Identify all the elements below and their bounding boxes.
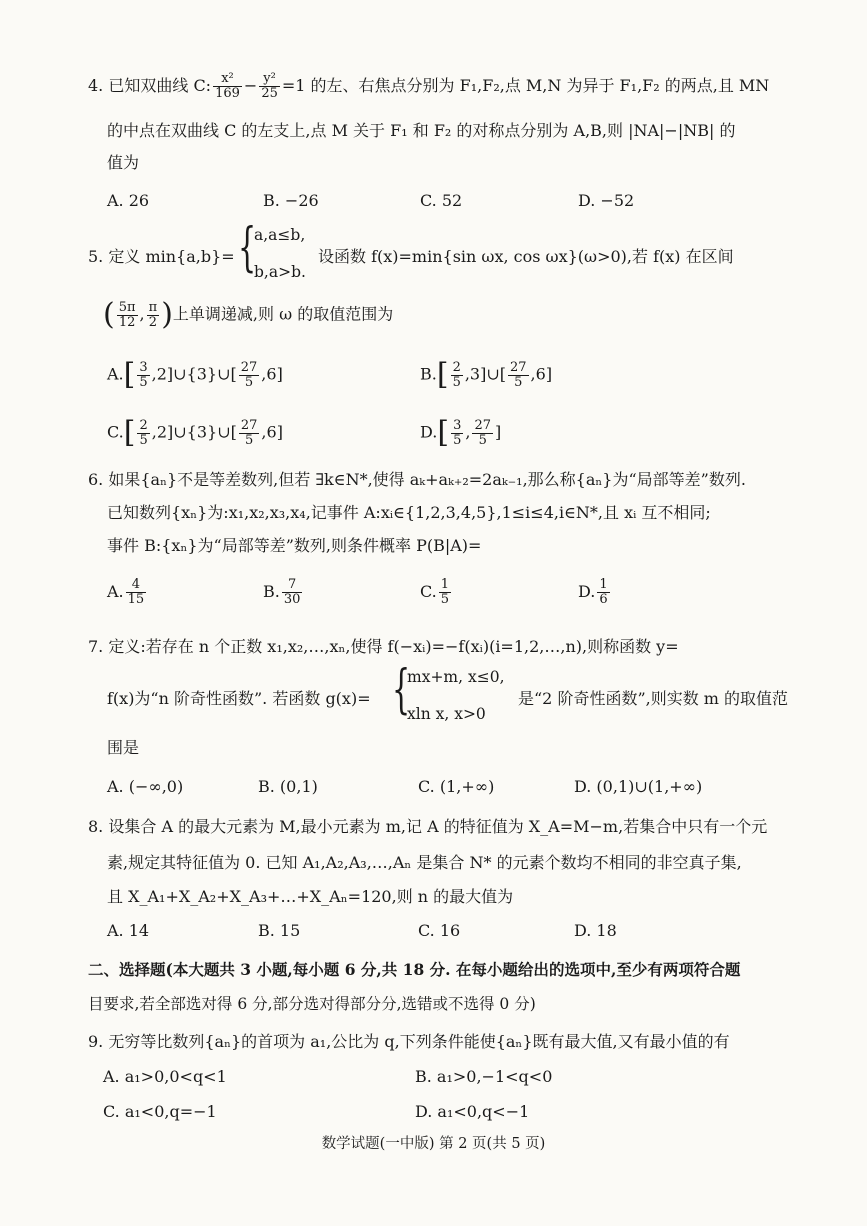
q4-line-2: 的中点在双曲线 C 的左支上,点 M 关于 F₁ 和 F₂ 的对称点分别为 A,B,则 |NA|−|NB| 的 <box>107 121 736 140</box>
q7-option-a: A. (−∞,0) <box>107 777 184 796</box>
q4-option-a: A. 26 <box>107 191 150 210</box>
q9-option-a: A. a₁>0,0<q<1 <box>103 1067 227 1086</box>
q5-interval-right: $\frac{\pi}{2}$ <box>148 299 158 330</box>
q5-case-2: b,a>b. <box>254 263 306 281</box>
q4-option-d: D. −52 <box>578 191 635 210</box>
q8-option-c: C. 16 <box>418 921 461 940</box>
q5-line-2: ( $\frac{5\pi}{12}$ , $\frac{\pi}{2}$ )上单调递减,则 ω 的取值范围为 <box>103 297 394 332</box>
q5-def-label: 5. 定义 min{a,b}= <box>88 247 235 266</box>
q5-option-a: A.[ $\frac{3}{5}$ ,2]∪{3}∪[ $\frac{27}{5}$ ,6] <box>107 357 283 392</box>
q8-option-b: B. 15 <box>258 921 301 940</box>
q6-line-1: 6. 如果{aₙ}不是等差数列,但若 ∃k∈N*,使得 aₖ+aₖ₊₂=2aₖ₋₁,那么称{aₙ}为“局部等差”数列. <box>88 470 746 489</box>
q5-case-1: a,a≤b, <box>254 226 306 244</box>
q7-option-b: B. (0,1) <box>258 777 318 796</box>
q6-line-3: 事件 B:{xₙ}为“局部等差”数列,则条件概率 P(B|A)= <box>107 536 482 555</box>
q9-line-1: 9. 无穷等比数列{aₙ}的首项为 a₁,公比为 q,下列条件能使{aₙ}既有最大值,又有最小值的有 <box>88 1032 730 1051</box>
q5-brace: { <box>238 218 257 278</box>
q7-case-2: xln x, x>0 <box>407 705 486 723</box>
q7-option-d: D. (0,1)∪(1,+∞) <box>574 777 703 796</box>
q4-intro: 4. 已知双曲线 C: <box>88 76 212 95</box>
section-2-heading: 二、选择题(本大题共 3 小题,每小题 6 分,共 18 分. 在每小题给出的选项中,至少有两项符合题 <box>88 960 741 979</box>
q6-option-c: C. $\frac{1}{5}$ <box>420 577 450 607</box>
q7-line-2b: 是“2 阶奇性函数”,则实数 m 的取值范 <box>518 689 789 708</box>
q7-line-1: 7. 定义:若存在 n 个正数 x₁,x₂,…,xₙ,使得 f(−xᵢ)=−f(xᵢ)(i=1,2,…,n),则称函数 y= <box>88 637 679 656</box>
q7-line-2a: f(x)为“n 阶奇性函数”. 若函数 g(x)= <box>107 689 371 708</box>
q9-option-b: B. a₁>0,−1<q<0 <box>415 1067 553 1086</box>
q6-option-b: B. $\frac{7}{30}$ <box>263 577 301 607</box>
q5-option-b: B.[ $\frac{2}{5}$ ,3]∪[ $\frac{27}{5}$ ,6] <box>420 357 553 392</box>
q4-option-b: B. −26 <box>263 191 319 210</box>
q7-brace: { <box>392 660 411 720</box>
q5-line-1b: 设函数 f(x)=min{sin ωx, cos ωx}(ω>0),若 f(x) 在区间 <box>318 247 734 266</box>
q8-option-d: D. 18 <box>574 921 617 940</box>
q8-line-3: 且 X_A₁+X_A₂+X_A₃+…+X_Aₙ=120,则 n 的最大值为 <box>107 887 514 906</box>
q9-option-d: D. a₁<0,q<−1 <box>415 1102 530 1121</box>
section-2-instructions: 目要求,若全部选对得 6 分,部分选对得部分分,选错或不选得 0 分) <box>88 995 536 1013</box>
q7-case-1: mx+m, x≤0, <box>407 668 505 686</box>
q4-line-1: 4. 已知双曲线 C: $\frac{\text{x²}}{169}$ − $\frac{\text{y²}}{25}$ =1 的左、右焦点分别为 F₁,F₂,点 M,N 为异于 F₁,F₂ 的两点,且 MN <box>88 71 770 101</box>
q7-option-c: C. (1,+∞) <box>418 777 495 796</box>
q9-option-c: C. a₁<0,q=−1 <box>103 1102 217 1121</box>
q8-line-1: 8. 设集合 A 的最大元素为 M,最小元素为 m,记 A 的特征值为 X_A=M−m,若集合中只有一个元 <box>88 817 768 836</box>
q7-line-3: 围是 <box>107 738 140 757</box>
q5-option-d: D.[ $\frac{3}{5}$ , $\frac{27}{5}$ ] <box>420 415 502 450</box>
q4-line-3: 值为 <box>107 153 140 172</box>
hyperbola-y-term: $\frac{\text{y²}}{25}$ <box>261 71 278 101</box>
q8-option-a: A. 14 <box>107 921 150 940</box>
q6-line-2: 已知数列{xₙ}为:x₁,x₂,x₃,x₄,记事件 A:xᵢ∈{1,2,3,4,5},1≤i≤4,i∈N*,且 xᵢ 互不相同; <box>107 503 711 522</box>
q6-option-a: A. $\frac{4}{15}$ <box>107 577 145 607</box>
q6-option-d: D. $\frac{1}{6}$ <box>578 577 608 607</box>
q4-option-c: C. 52 <box>420 191 463 210</box>
page-footer: 数学试题(一中版) 第 2 页(共 5 页) <box>321 1136 546 1152</box>
hyperbola-x-term: $\frac{\text{x²}}{169}$ <box>215 71 240 101</box>
q5-option-c: C.[ $\frac{2}{5}$ ,2]∪{3}∪[ $\frac{27}{5}$ ,6] <box>107 415 283 450</box>
q5-interval-left: $\frac{5\pi}{12}$ <box>118 299 136 330</box>
q8-line-2: 素,规定其特征值为 0. 已知 A₁,A₂,A₃,…,Aₙ 是集合 N* 的元素个数均不相同的非空真子集, <box>107 853 742 872</box>
